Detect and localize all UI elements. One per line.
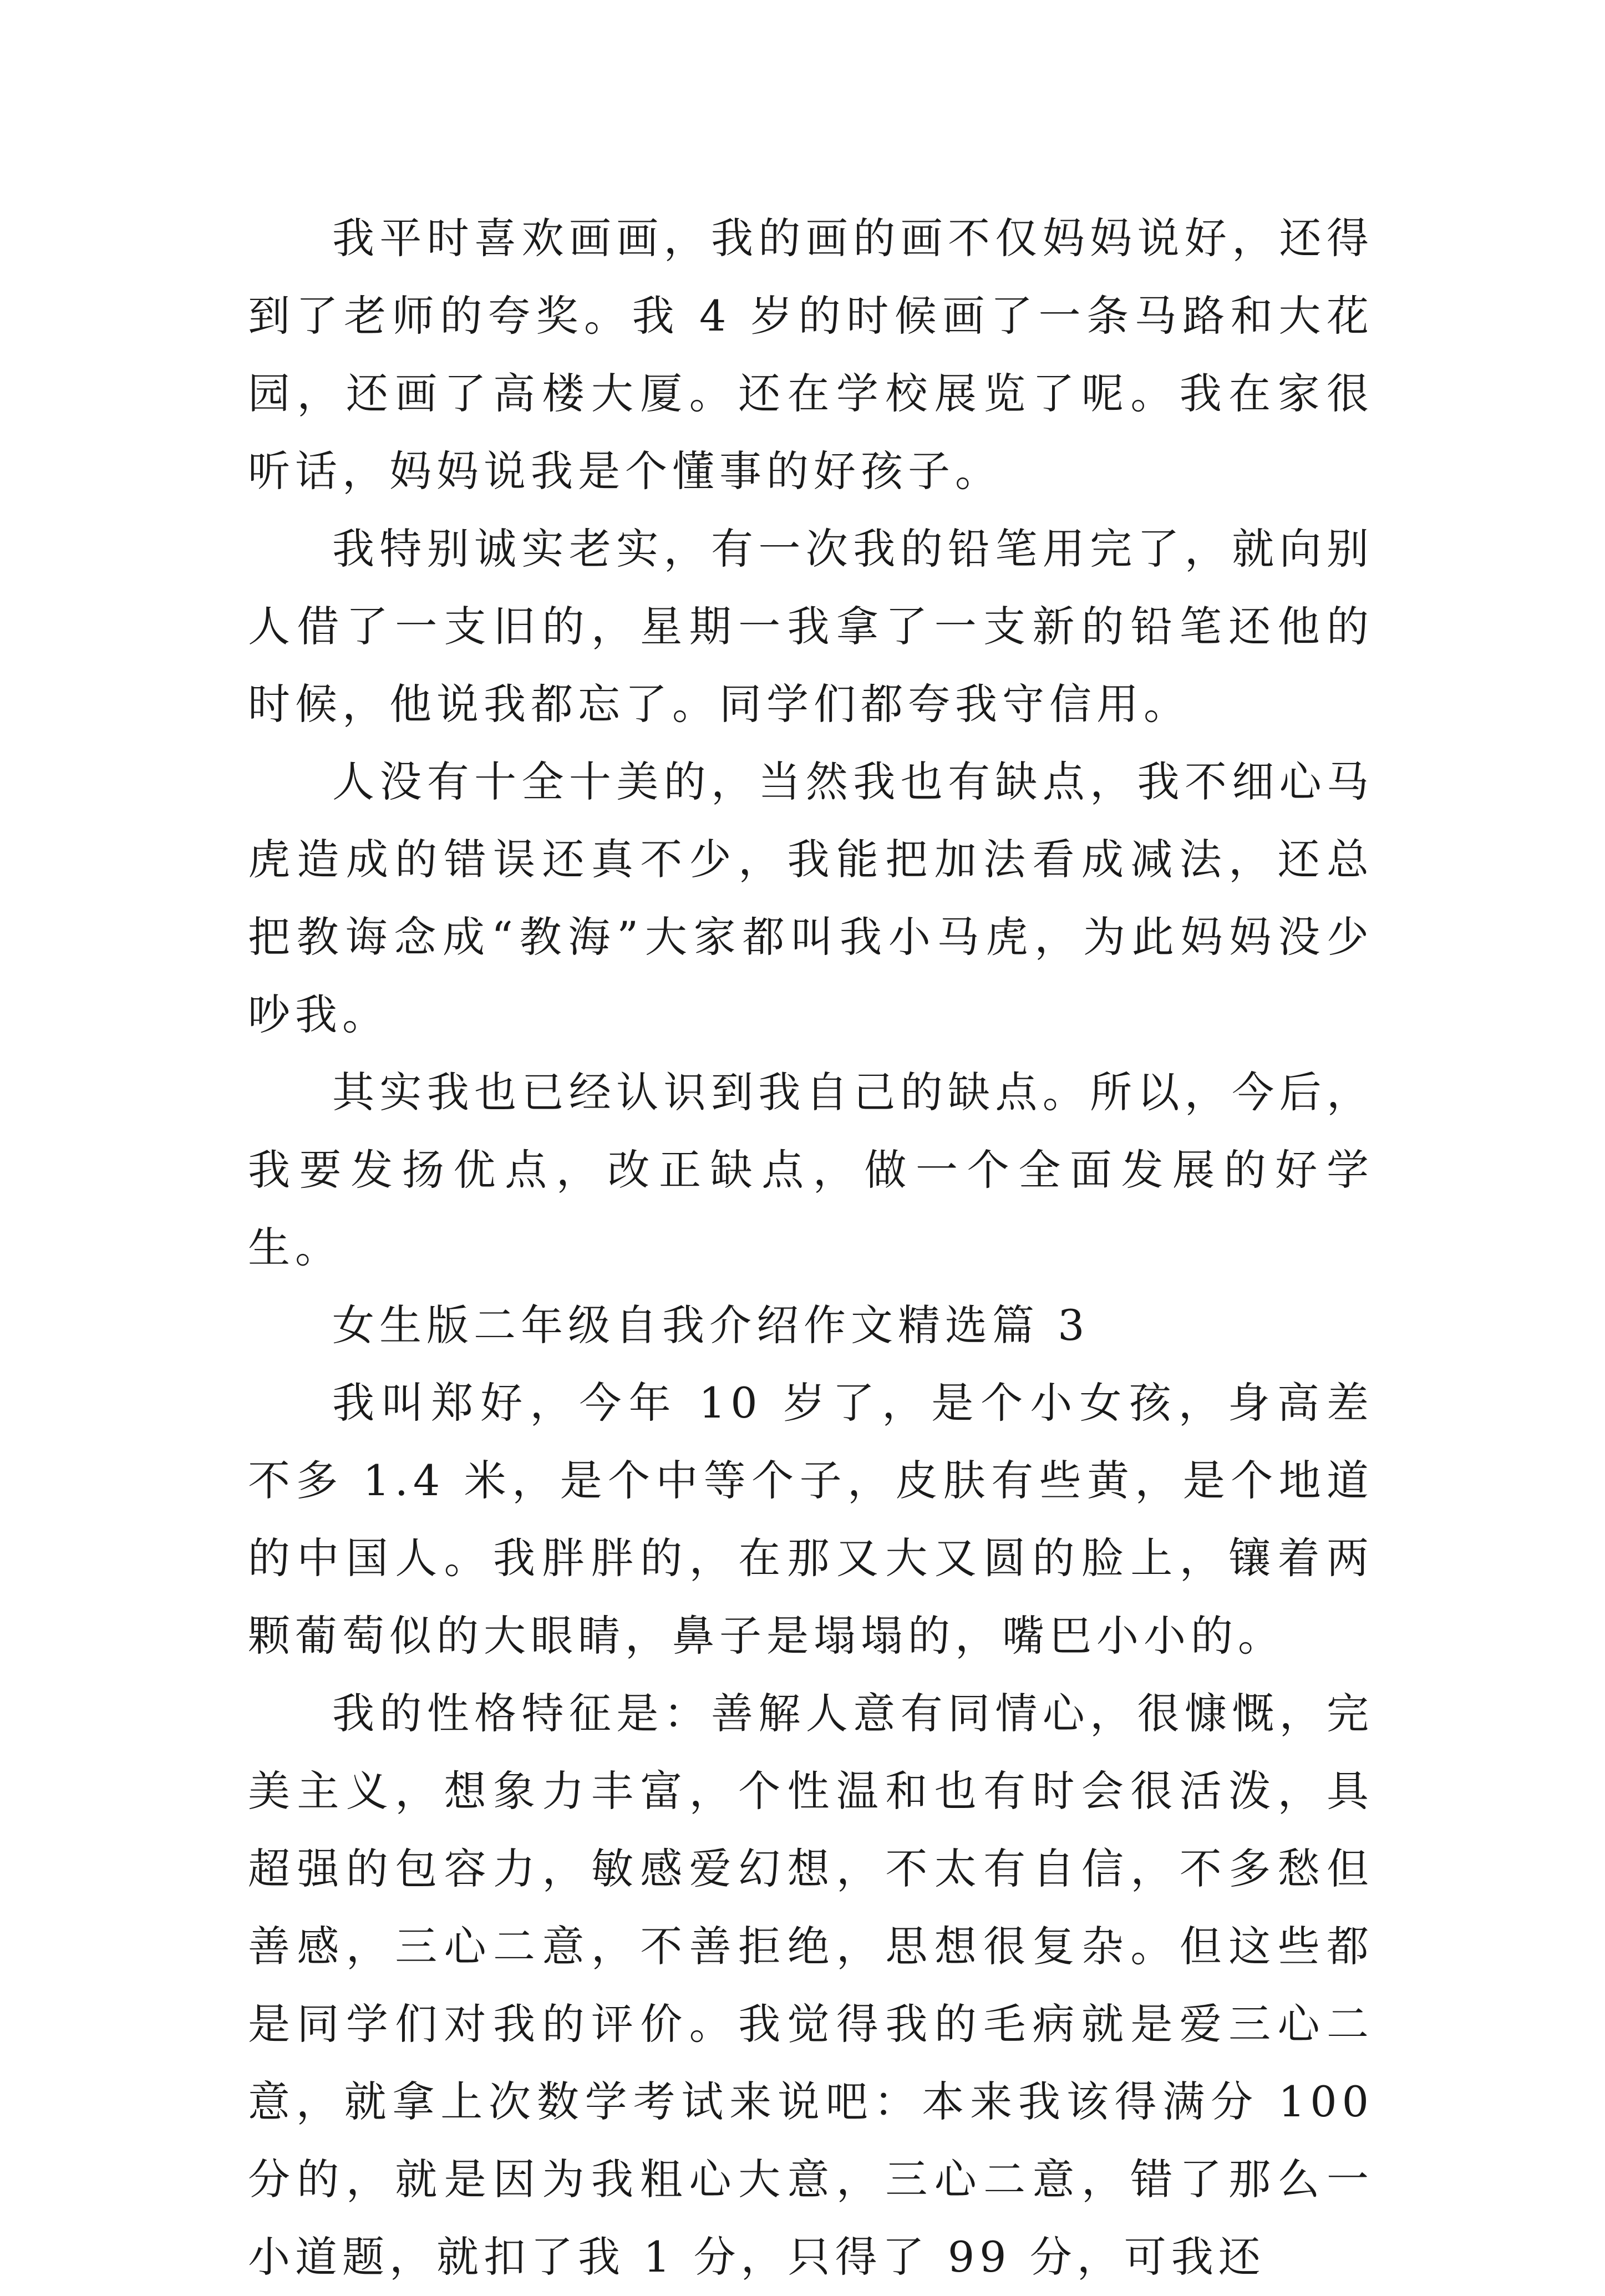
paragraph-conclusion: 其实我也已经认识到我自己的缺点。所以，今后，我要发扬优点，改正缺点，做一个全面发展的好学生。 bbox=[248, 1068, 1374, 1272]
paragraph-personality: 我的性格特征是：善解人意有同情心，很慷慨，完美主义，想象力丰富，个性温和也有时会很活泼，具超强的包容力，敏感爱幻想，不太有自信，不多愁但善感，三心二意，不善拒绝，思想很复杂。但这些都是同学们对我的评价。我觉得我的毛病就是爱三心二意，就拿上次数学考试来说吧：本来我该得满分 100 分的，就是因为我粗心大意，三心二意，错了那么一小道题，就扣了我 1 分，只得了 99 分，可我还 bbox=[248, 1689, 1374, 2282]
paragraph-shortcomings: 人没有十全十美的，当然我也有缺点，我不细心马虎造成的错误还真不少，我能把加法看成减法，还总把教诲念成“教海”大家都叫我小马虎，为此妈妈没少吵我。 bbox=[248, 757, 1374, 1039]
paragraph-honesty: 我特别诚实老实，有一次我的铅笔用完了，就向别人借了一支旧的，星期一我拿了一支新的铅笔还他的时候，他说我都忘了。同学们都夸我守信用。 bbox=[248, 524, 1374, 729]
paragraph-drawing: 我平时喜欢画画，我的画的画不仅妈妈说好，还得到了老师的夸奖。我 4 岁的时候画了一条马路和大花园，还画了高楼大厦。还在学校展览了呢。我在家很听话，妈妈说我是个懂事的好孩子。 bbox=[248, 214, 1374, 496]
section-heading: 女生版二年级自我介绍作文精选篇 3 bbox=[332, 1301, 1090, 1350]
paragraph-appearance: 我叫郑好，今年 10 岁了，是个小女孩，身高差不多 1.4 米，是个中等个子，皮肤有些黄，是个地道的中国人。我胖胖的，在那又大又圆的脸上，镶着两颗葡萄似的大眼睛，鼻子是塌塌的，嘴巴小小的。 bbox=[248, 1378, 1374, 1660]
document-body bbox=[248, 200, 1374, 2296]
